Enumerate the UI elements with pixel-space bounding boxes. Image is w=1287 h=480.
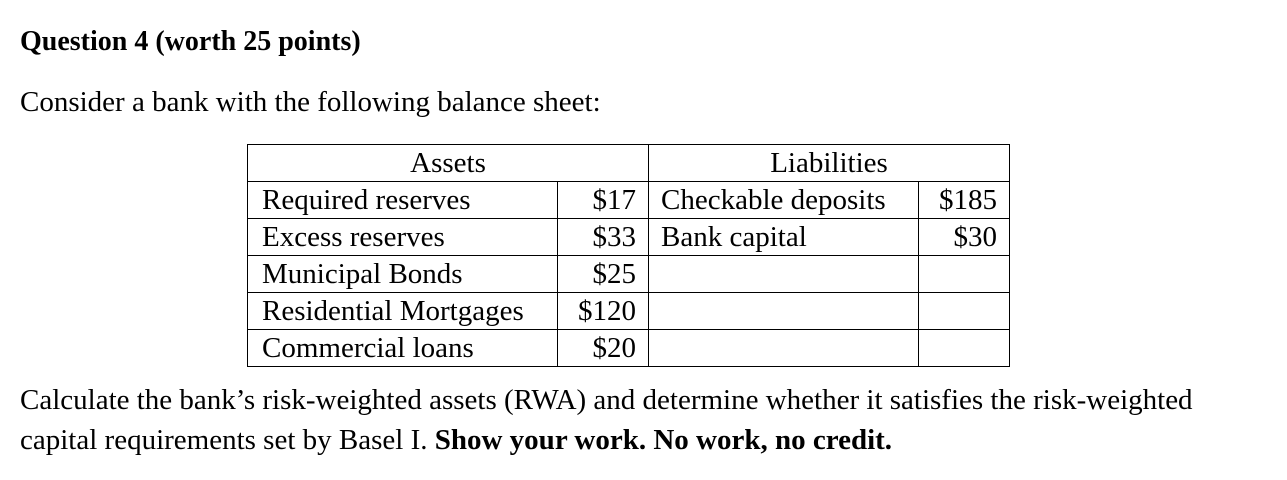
liability-label <box>649 293 919 330</box>
table-row <box>248 219 1010 256</box>
asset-amount: $20 <box>558 330 649 367</box>
liability-amount <box>919 256 1010 293</box>
liability-amount: $185 <box>919 182 1010 219</box>
asset-label: Municipal Bonds <box>248 256 558 293</box>
table-row <box>248 293 1010 330</box>
task-emphasis: Show your work. No work, no credit. <box>434 424 893 456</box>
liability-amount <box>919 330 1010 367</box>
asset-amount: $25 <box>558 256 649 293</box>
table-row <box>248 182 1010 219</box>
question-heading: Question 4 (worth 25 points) <box>20 26 361 57</box>
question-intro: Consider a bank with the following balance sheet: <box>20 86 601 118</box>
table-header-row <box>248 145 1010 182</box>
asset-amount: $17 <box>558 182 649 219</box>
liability-amount: $30 <box>919 219 1010 256</box>
liabilities-header: Liabilities <box>649 145 1010 182</box>
liability-amount <box>919 293 1010 330</box>
asset-label: Required reserves <box>248 182 558 219</box>
table-row <box>248 330 1010 367</box>
liability-label: Bank capital <box>649 219 919 256</box>
balance-sheet-table <box>247 144 1010 367</box>
asset-label: Commercial loans <box>248 330 558 367</box>
assets-header: Assets <box>248 145 649 182</box>
asset-amount: $120 <box>558 293 649 330</box>
liability-label <box>649 256 919 293</box>
liability-label: Checkable deposits <box>649 182 919 219</box>
task-paragraph <box>20 380 1260 460</box>
asset-amount: $33 <box>558 219 649 256</box>
table-row <box>248 256 1010 293</box>
task-text: Calculate the bank’s risk-weighted assets (RWA) and determine whether it satisfies the risk-weighted capital requirements set by Basel I. <box>20 384 1193 456</box>
asset-label: Residential Mortgages <box>248 293 558 330</box>
liability-label <box>649 330 919 367</box>
asset-label: Excess reserves <box>248 219 558 256</box>
